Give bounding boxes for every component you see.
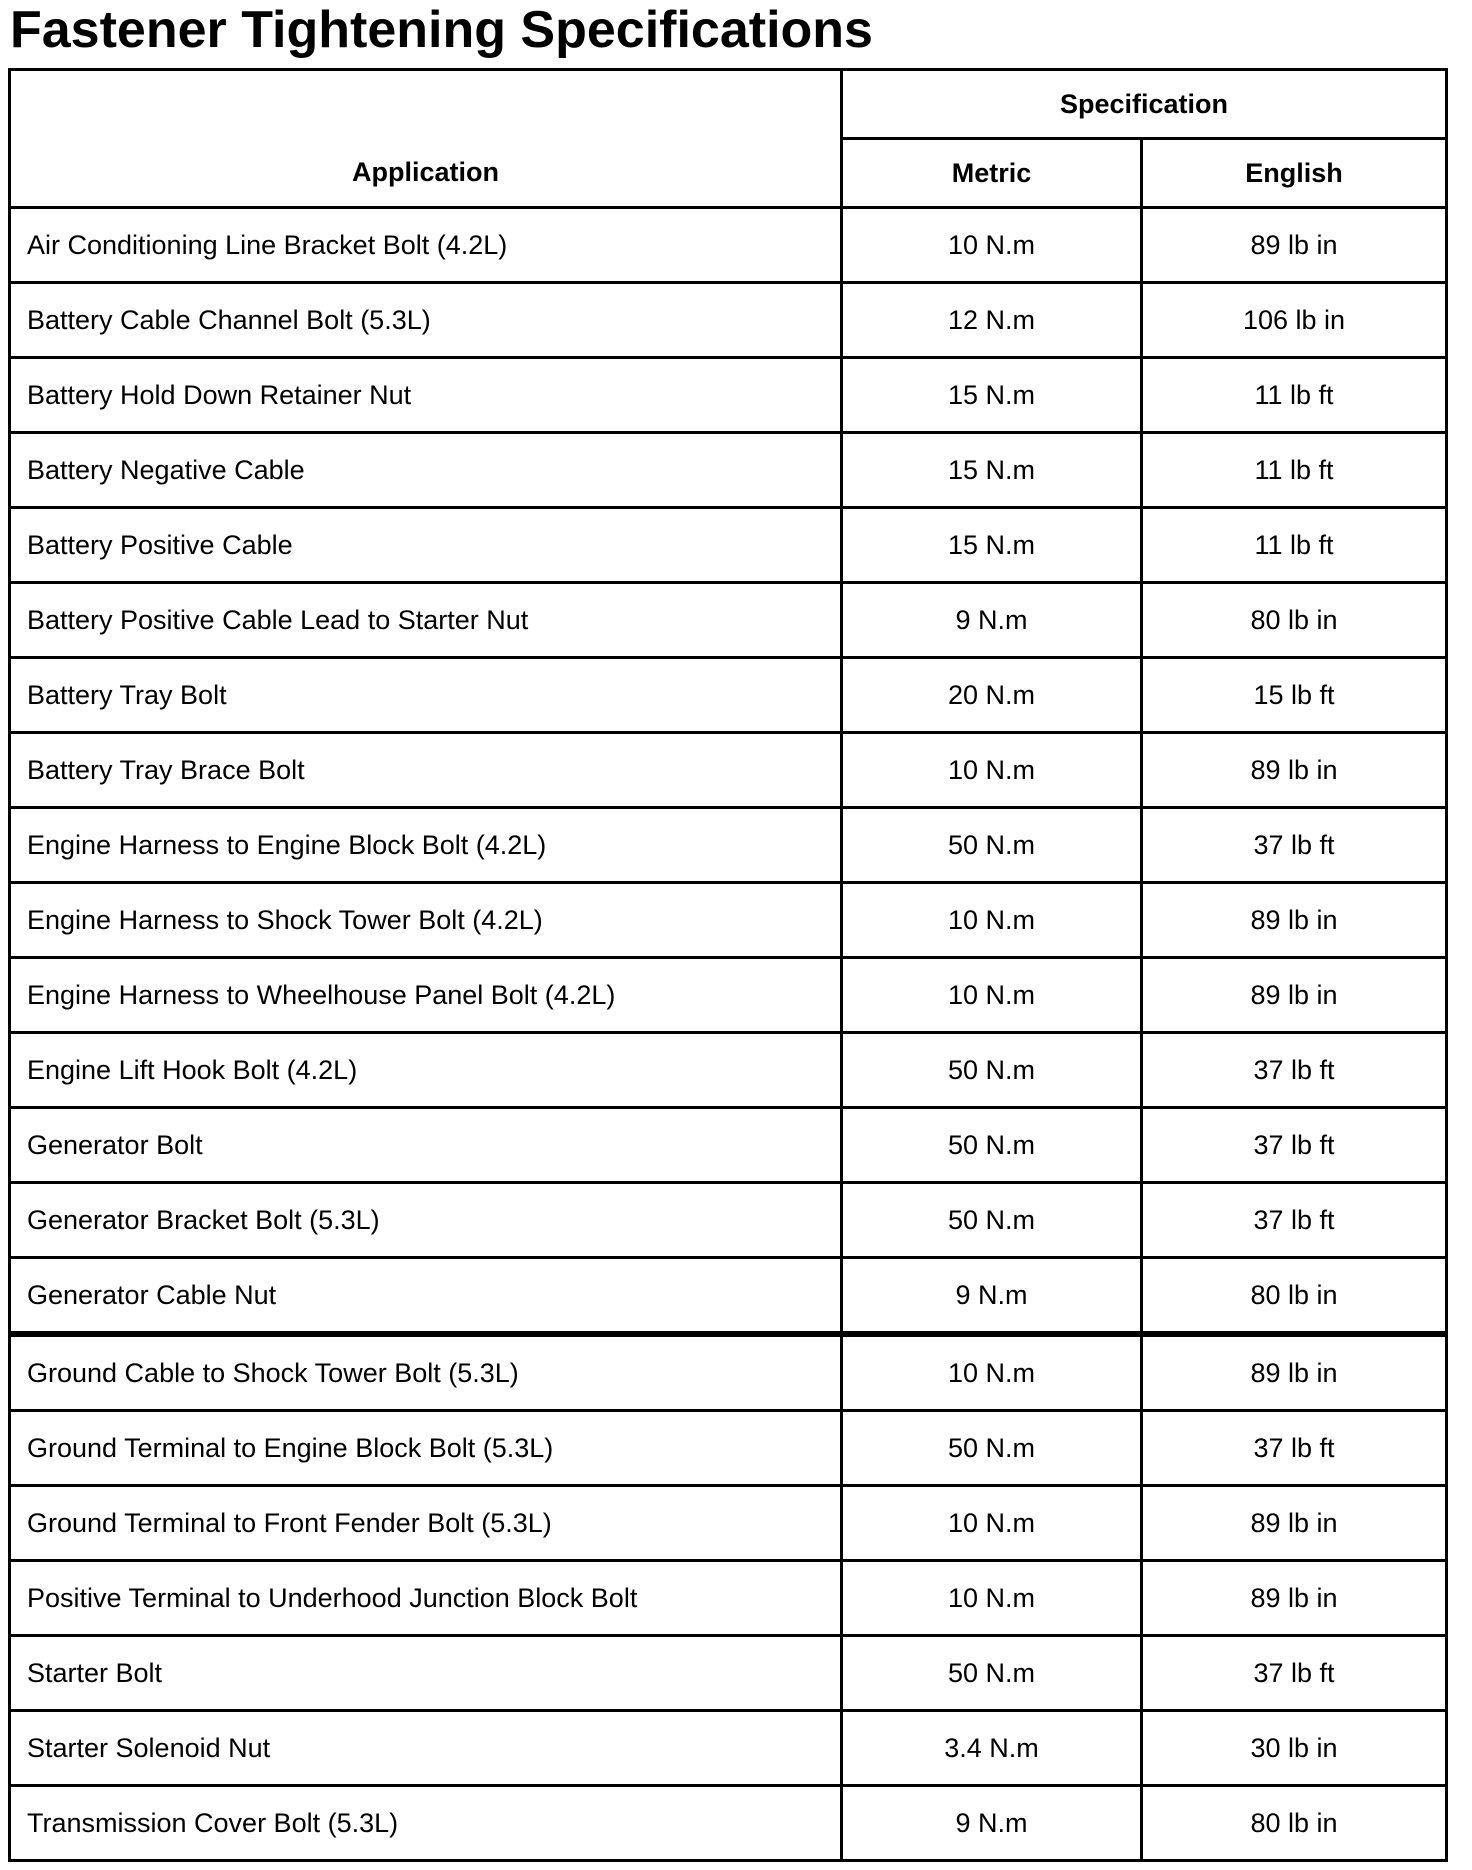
table-row [10,883,1447,958]
cell-application: Generator Bolt [10,1108,842,1183]
cell-metric: 3.4 N.m [842,1711,1142,1786]
cell-english: 11 lb ft [1142,508,1447,583]
cell-metric: 50 N.m [842,1108,1142,1183]
cell-english: 37 lb ft [1142,808,1447,883]
cell-application: Positive Terminal to Underhood Junction Block Bolt [10,1561,842,1636]
table-row [10,733,1447,808]
table-body [10,208,1447,1861]
cell-application: Battery Cable Channel Bolt (5.3L) [10,283,842,358]
header-metric: Metric [842,139,1142,208]
table-row [10,583,1447,658]
table-row [10,1636,1447,1711]
header-specification: Specification [842,70,1447,139]
cell-english: 106 lb in [1142,283,1447,358]
cell-application: Battery Tray Brace Bolt [10,733,842,808]
table-row [10,1486,1447,1561]
table-row [10,1183,1447,1258]
cell-application: Ground Cable to Shock Tower Bolt (5.3L) [10,1334,842,1411]
cell-application: Battery Hold Down Retainer Nut [10,358,842,433]
fastener-spec-table [8,68,1448,1862]
table-row [10,1258,1447,1335]
page-title: Fastener Tightening Specifications [10,1,873,59]
cell-application: Battery Negative Cable [10,433,842,508]
cell-application: Ground Terminal to Engine Block Bolt (5.3L) [10,1411,842,1486]
cell-metric: 20 N.m [842,658,1142,733]
cell-metric: 15 N.m [842,358,1142,433]
cell-english: 80 lb in [1142,1786,1447,1861]
table-row [10,1786,1447,1861]
cell-metric: 10 N.m [842,1334,1142,1411]
cell-application: Battery Positive Cable [10,508,842,583]
cell-application: Ground Terminal to Front Fender Bolt (5.3L) [10,1486,842,1561]
cell-application: Generator Bracket Bolt (5.3L) [10,1183,842,1258]
cell-english: 89 lb in [1142,1561,1447,1636]
cell-metric: 50 N.m [842,808,1142,883]
cell-application: Air Conditioning Line Bracket Bolt (4.2L) [10,208,842,283]
cell-english: 89 lb in [1142,958,1447,1033]
cell-metric: 10 N.m [842,883,1142,958]
cell-application: Transmission Cover Bolt (5.3L) [10,1786,842,1861]
cell-application: Engine Lift Hook Bolt (4.2L) [10,1033,842,1108]
cell-metric: 15 N.m [842,433,1142,508]
table-row [10,283,1447,358]
table-row [10,358,1447,433]
cell-english: 30 lb in [1142,1711,1447,1786]
table-row [10,433,1447,508]
cell-metric: 50 N.m [842,1033,1142,1108]
cell-english: 89 lb in [1142,208,1447,283]
table-row [10,1561,1447,1636]
cell-english: 15 lb ft [1142,658,1447,733]
table-row [10,1334,1447,1411]
cell-metric: 10 N.m [842,208,1142,283]
cell-metric: 15 N.m [842,508,1142,583]
cell-english: 37 lb ft [1142,1411,1447,1486]
table-row [10,208,1447,283]
table-row [10,958,1447,1033]
cell-english: 89 lb in [1142,1486,1447,1561]
cell-application: Starter Bolt [10,1636,842,1711]
cell-application: Battery Positive Cable Lead to Starter Nut [10,583,842,658]
cell-metric: 9 N.m [842,583,1142,658]
table-row [10,508,1447,583]
table-row [10,808,1447,883]
table-row [10,1411,1447,1486]
cell-english: 37 lb ft [1142,1108,1447,1183]
cell-metric: 9 N.m [842,1786,1142,1861]
cell-application: Engine Harness to Shock Tower Bolt (4.2L) [10,883,842,958]
cell-english: 80 lb in [1142,583,1447,658]
table-row [10,1108,1447,1183]
table-row [10,658,1447,733]
cell-english: 89 lb in [1142,733,1447,808]
cell-english: 89 lb in [1142,883,1447,958]
header-application: Application [10,70,842,208]
cell-metric: 50 N.m [842,1411,1142,1486]
header-english: English [1142,139,1447,208]
cell-english: 37 lb ft [1142,1183,1447,1258]
table-row [10,1711,1447,1786]
cell-metric: 10 N.m [842,1486,1142,1561]
cell-metric: 10 N.m [842,733,1142,808]
cell-english: 89 lb in [1142,1334,1447,1411]
cell-english: 80 lb in [1142,1258,1447,1335]
header-row-top [10,70,1447,139]
cell-application: Generator Cable Nut [10,1258,842,1335]
cell-application: Engine Harness to Engine Block Bolt (4.2L) [10,808,842,883]
cell-english: 37 lb ft [1142,1033,1447,1108]
cell-metric: 50 N.m [842,1183,1142,1258]
table-row [10,1033,1447,1108]
cell-application: Starter Solenoid Nut [10,1711,842,1786]
cell-metric: 9 N.m [842,1258,1142,1335]
cell-metric: 10 N.m [842,958,1142,1033]
cell-metric: 10 N.m [842,1561,1142,1636]
cell-application: Battery Tray Bolt [10,658,842,733]
cell-metric: 50 N.m [842,1636,1142,1711]
cell-english: 37 lb ft [1142,1636,1447,1711]
cell-english: 11 lb ft [1142,433,1447,508]
cell-metric: 12 N.m [842,283,1142,358]
cell-english: 11 lb ft [1142,358,1447,433]
cell-application: Engine Harness to Wheelhouse Panel Bolt (4.2L) [10,958,842,1033]
